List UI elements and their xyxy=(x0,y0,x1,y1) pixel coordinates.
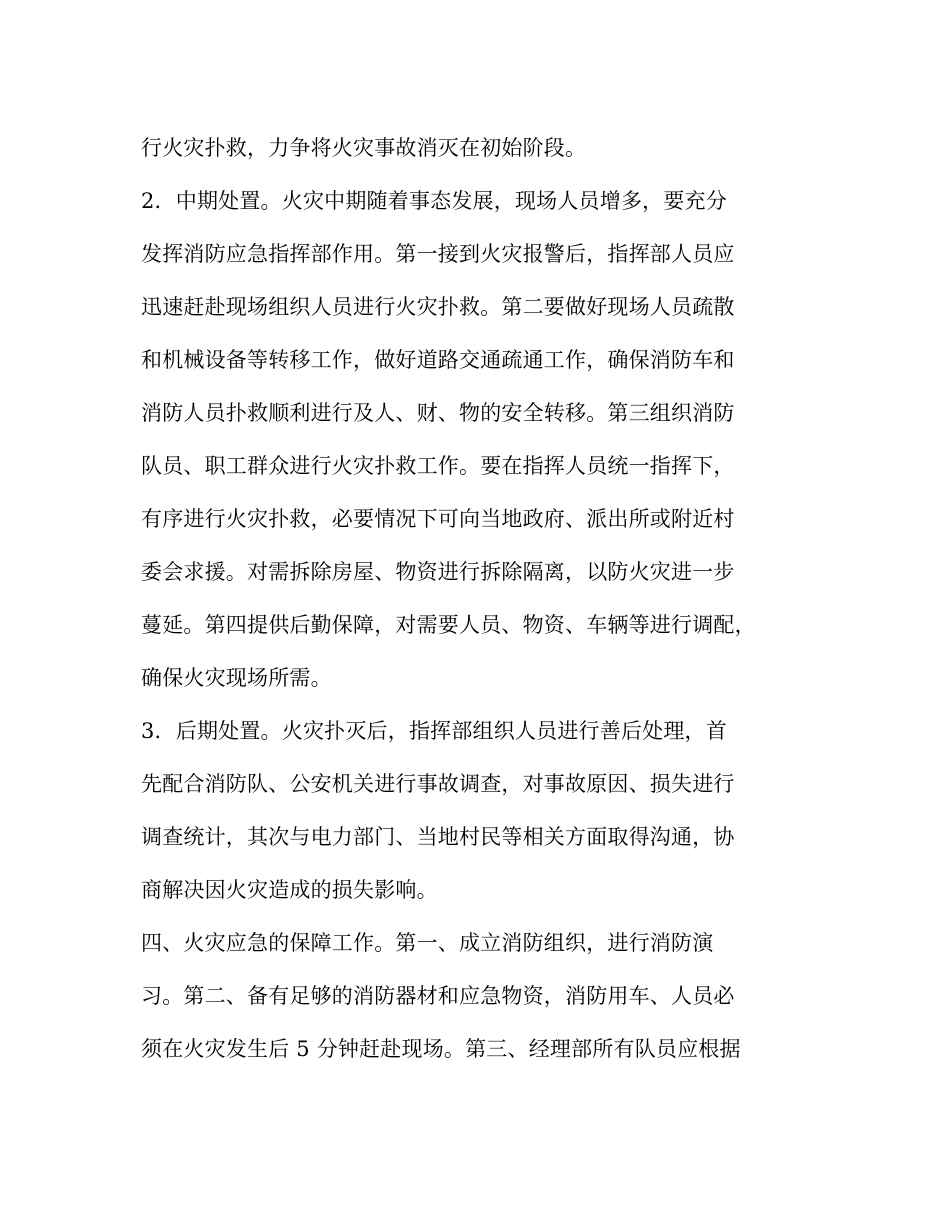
text-line: 队员、职工群众进行火灾扑救工作。要在指挥人员统一指挥下， xyxy=(141,454,735,478)
text-line: 习。第二、备有足够的消防器材和应急物资，消防用车、人员必 xyxy=(141,984,735,1008)
text-line: 迅速赶赴现场组织人员进行火灾扑救。第二要做好现场人员疏散 xyxy=(141,295,735,319)
text-line: 四、火灾应急的保障工作。第一、成立消防组织，进行消防演 xyxy=(141,931,714,955)
text-line: 须在火灾发生后 5 分钟赶赴现场。第三、经理部所有队员应根据 xyxy=(141,1037,741,1061)
text-line: 调查统计，其次与电力部门、当地村民等相关方面取得沟通，协 xyxy=(141,825,735,849)
text-line: 先配合消防队、公安机关进行事故调查，对事故原因、损失进行 xyxy=(141,772,735,796)
text-line: 蔓延。第四提供后勤保障，对需要人员、物资、车辆等进行调配， xyxy=(141,613,756,637)
text-line: 确保火灾现场所需。 xyxy=(141,666,332,690)
text-line: 行火灾扑救，力争将火灾事故消灭在初始阶段。 xyxy=(141,136,587,160)
text-line: 发挥消防应急指挥部作用。第一接到火灾报警后，指挥部人员应 xyxy=(141,242,735,266)
text-line: 3．后期处置。火灾扑灭后，指挥部组织人员进行善后处理，首 xyxy=(141,719,727,743)
text-line: 商解决因火灾造成的损失影响。 xyxy=(141,878,438,902)
text-line: 2．中期处置。火灾中期随着事态发展，现场人员增多，要充分 xyxy=(141,189,727,213)
text-line: 有序进行火灾扑救，必要情况下可向当地政府、派出所或附近村 xyxy=(141,507,735,531)
text-line: 和机械设备等转移工作，做好道路交通疏通工作，确保消防车和 xyxy=(141,348,735,372)
text-line: 委会求援。对需拆除房屋、物资进行拆除隔离，以防火灾进一步 xyxy=(141,560,735,584)
text-line: 消防人员扑救顺利进行及人、财、物的安全转移。第三组织消防 xyxy=(141,401,735,425)
